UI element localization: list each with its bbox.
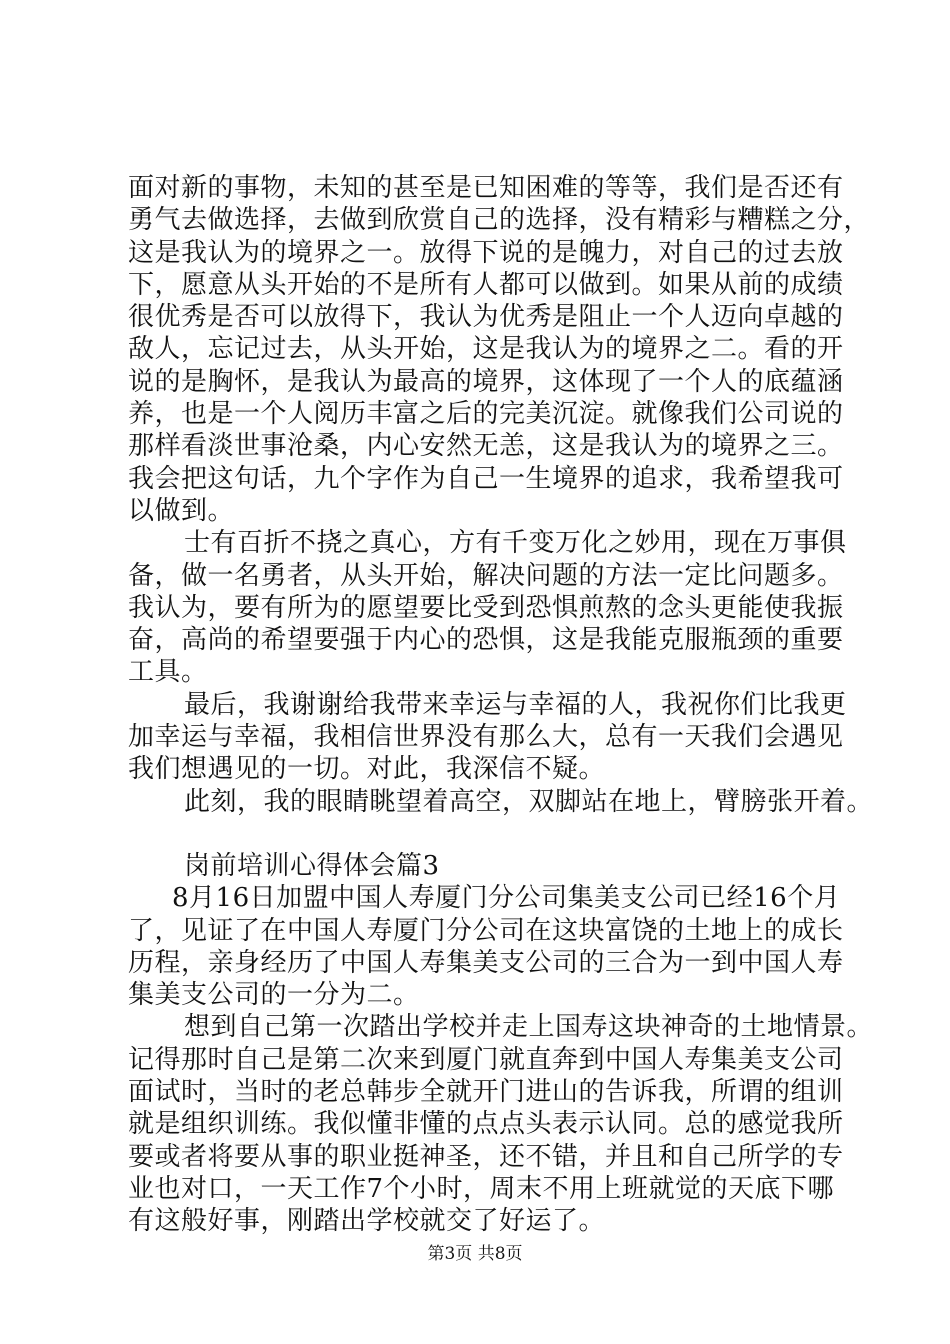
text-line: 业也对口，一天工作7个小时，周末不用上班就觉的天底下哪	[128, 1173, 835, 1204]
text-line: 了，见证了在中国人寿厦门分公司在这块富饶的土地上的成长	[128, 915, 844, 946]
text-line: 勇气去做选择，去做到欣赏自己的选择，没有精彩与糟糕之分，	[128, 205, 871, 236]
text-line: 那样看淡世事沧桑，内心安然无恙，这是我认为的境界之三。	[128, 431, 844, 462]
text-line: 面对新的事物，未知的甚至是已知困难的等等，我们是否还有	[128, 173, 844, 203]
text-line: 以做到。	[128, 495, 235, 526]
text-line: 很优秀是否可以放得下，我认为优秀是阻止一个人迈向卓越的	[128, 302, 844, 333]
text-line: 想到自己第一次踏出学校并走上国寿这块神奇的土地情景。	[184, 1012, 874, 1043]
text-line: 要或者将要从事的职业挺神圣，还不错，并且和自己所学的专	[128, 1141, 844, 1172]
text-line: 面试时，当时的老总韩步全就开门进山的告诉我，所谓的组训	[128, 1077, 844, 1108]
paragraph-6	[128, 1011, 874, 1237]
paragraph-3	[128, 689, 847, 786]
text-line: 这是我认为的境界之一。放得下说的是魄力，对自己的过去放	[128, 237, 844, 268]
text-line: 士有百折不挠之真心，方有千变万化之妙用，现在万事俱	[184, 528, 847, 559]
text-line: 最后，我谢谢给我带来幸运与幸福的人，我祝你们比我更	[184, 689, 847, 720]
blank-line	[128, 818, 838, 850]
page-number: 第3页 共8页	[427, 1244, 523, 1264]
paragraph-2	[128, 527, 847, 688]
text-line: 养，也是一个人阅历丰富之后的完美沉淀。就像我们公司说的	[128, 399, 844, 430]
text-line: 集美支公司的一分为二。	[128, 980, 420, 1011]
text-line: 就是组织训练。我似懂非懂的点点头表示认同。总的感觉我所	[128, 1109, 844, 1140]
paragraph-5	[128, 882, 844, 1011]
text-line: 我们想遇见的一切。对此，我深信不疑。	[128, 754, 606, 785]
paragraph-4	[128, 786, 874, 818]
page-footer	[0, 1243, 950, 1265]
text-line: 我会把这句话，九个字作为自己一生境界的追求，我希望我可	[128, 463, 844, 494]
text-line: 有这般好事，刚踏出学校就交了好运了。	[128, 1206, 606, 1237]
text-line: 下，愿意从头开始的不是所有人都可以做到。如果从前的成绩	[128, 269, 844, 300]
text-line: 敌人，忘记过去，从头开始，这是我认为的境界之二。看的开	[128, 334, 844, 365]
document-body	[128, 172, 874, 1238]
paragraph-1	[128, 172, 871, 527]
text-line: 我认为，要有所为的愿望要比受到恐惧煎熬的念头更能使我振	[128, 592, 844, 623]
text-line: 记得那时自己是第二次来到厦门就直奔到中国人寿集美支公司	[128, 1044, 844, 1075]
text-line: 备，做一名勇者，从头开始，解决问题的方法一定比问题多。	[128, 560, 844, 591]
text-line: 工具。	[128, 657, 208, 688]
text-line: 加幸运与幸福，我相信世界没有那么大，总有一天我们会遇见	[128, 722, 844, 753]
text-line: 奋，高尚的希望要强于内心的恐惧，这是我能克服瓶颈的重要	[128, 625, 844, 656]
text-line: 8月16日加盟中国人寿厦门分公司集美支公司已经16个月	[172, 883, 841, 914]
text-line: 此刻，我的眼睛眺望着高空，双脚站在地上，臂膀张开着。	[184, 786, 874, 817]
section-heading	[128, 850, 838, 882]
text-line: 说的是胸怀，是我认为最高的境界，这体现了一个人的底蕴涵	[128, 366, 844, 397]
text-line: 历程，亲身经历了中国人寿集美支公司的三合为一到中国人寿	[128, 947, 844, 978]
heading-text: 岗前培训心得体会篇3	[184, 850, 440, 881]
